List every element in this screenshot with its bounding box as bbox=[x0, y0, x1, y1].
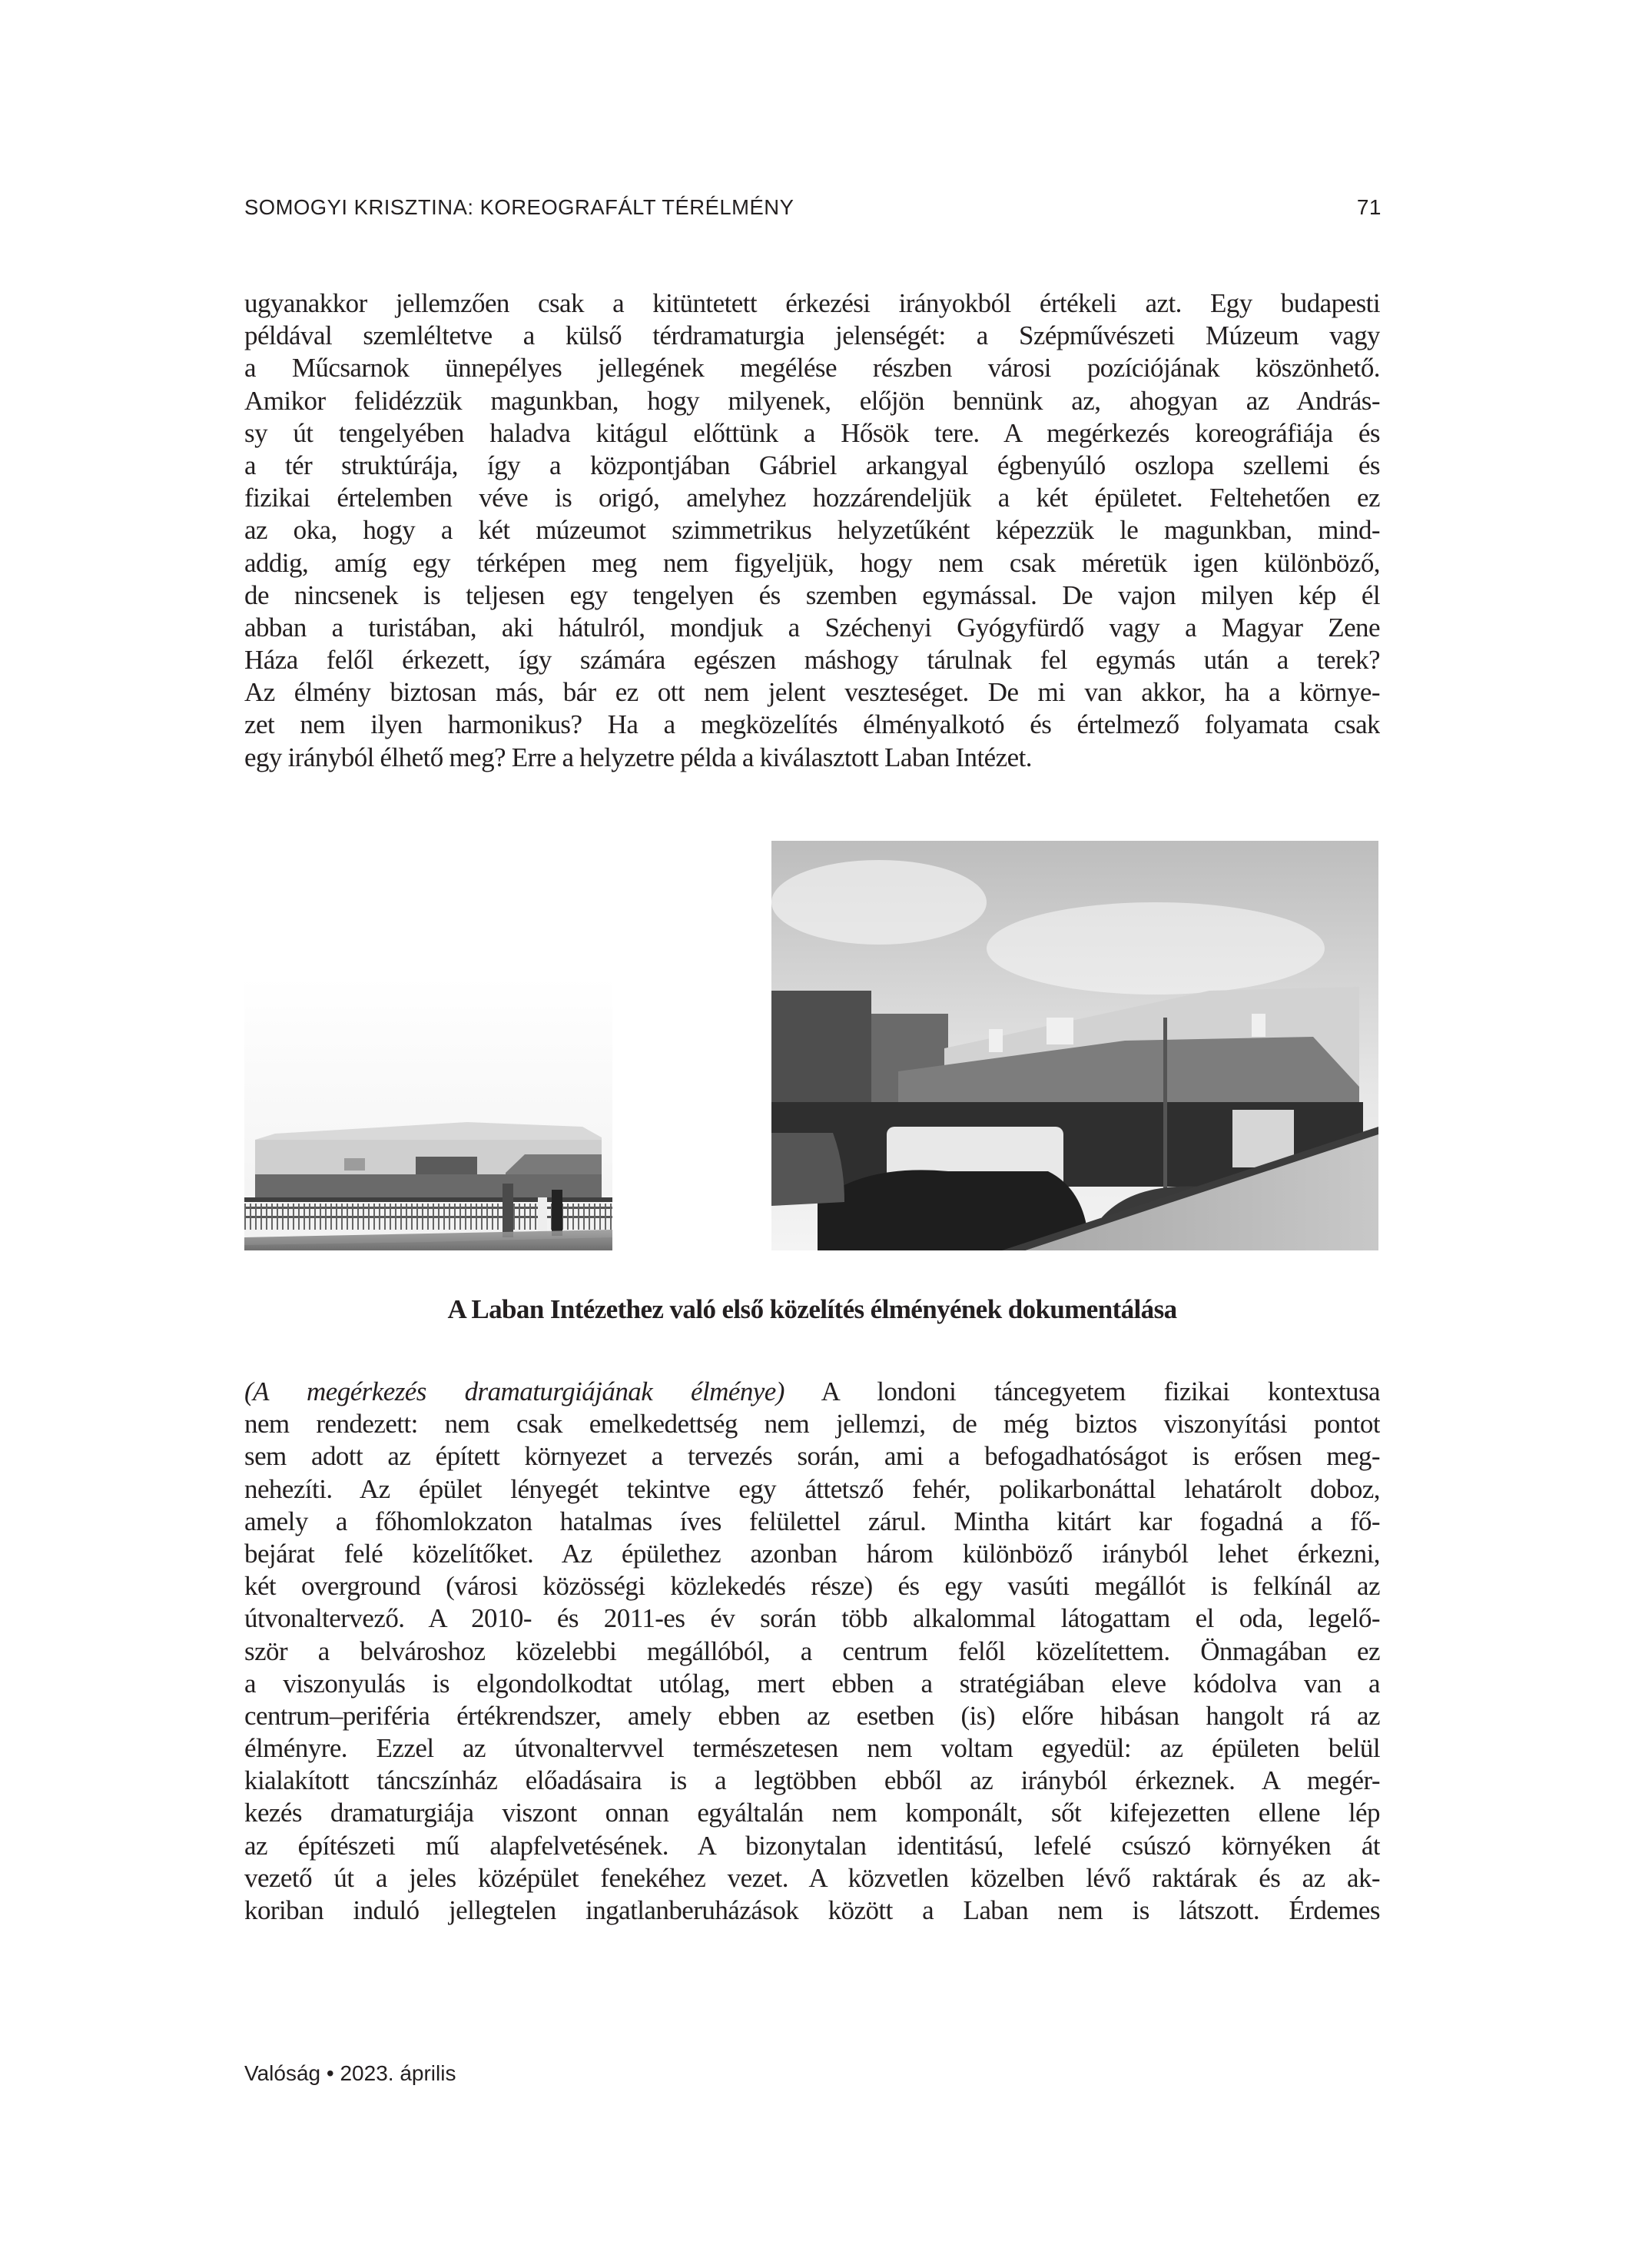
railing-bar bbox=[341, 1204, 343, 1230]
text-line: sy út tengelyében haladva kitágul előttünk a Hősök tere. A megérkezés koreográfiája és bbox=[244, 417, 1380, 448]
text-line: zet nem ilyen harmonikus? Ha a megközelítés élményalkotó és értelmező folyamata csak bbox=[244, 709, 1380, 740]
photo-street-cars bbox=[771, 841, 1378, 1250]
railing-bar bbox=[605, 1204, 606, 1230]
railing-bar bbox=[459, 1204, 461, 1230]
running-head bbox=[244, 195, 1382, 226]
text-line: két overground (városi közösségi közlekedés része) és egy vasúti megállót is felkínál az bbox=[244, 1571, 1380, 1602]
railing-bar bbox=[368, 1204, 370, 1230]
footbridge-photo-image bbox=[244, 976, 612, 1250]
railing-bar bbox=[465, 1204, 466, 1230]
text-line: kezés dramaturgiája viszont onnan egyáltalán nem komponált, sőt kifejezetten ellene lép bbox=[244, 1798, 1380, 1828]
railing-bar bbox=[400, 1204, 402, 1230]
railing-bar bbox=[594, 1204, 595, 1230]
text-line: az oka, hogy a két múzeumot szimmetrikus helyzetűként képezzük le magunkban, mind- bbox=[244, 515, 1380, 546]
railing-bar bbox=[363, 1204, 364, 1230]
railing-bar bbox=[486, 1204, 488, 1230]
photo-footbridge bbox=[244, 976, 612, 1250]
text-line: addig, amíg egy térképen meg nem figyeljük, hogy nem csak méretük igen különböző, bbox=[244, 547, 1380, 578]
railing-bar bbox=[298, 1204, 300, 1230]
railing-bar bbox=[422, 1204, 423, 1230]
railing-bar bbox=[390, 1204, 391, 1230]
text-line: de nincsenek is teljesen egy tengelyen és szemben egymással. De vajon milyen kép él bbox=[244, 579, 1380, 610]
railing-bar bbox=[583, 1204, 585, 1230]
railing-bar bbox=[610, 1204, 612, 1230]
railing-bar bbox=[325, 1204, 327, 1230]
bullet-separator: • bbox=[326, 2061, 334, 2085]
text-line: fizikai értelemben véve is origó, amelyhez hozzárendeljük a két épületet. Feltehetően ez bbox=[244, 483, 1380, 513]
text-line: a tér struktúrája, így a központjában Gábriel arkangyal égbenyúló oszlopa szellemi és bbox=[244, 450, 1380, 480]
railing-bar bbox=[244, 1204, 246, 1230]
railing-bar bbox=[352, 1204, 353, 1230]
railing-bar bbox=[304, 1204, 305, 1230]
railing-bar bbox=[578, 1204, 579, 1230]
railing-bar bbox=[599, 1204, 601, 1230]
text-line: az építészeti mű alapfelvetésének. A bizonytalan identitású, lefelé csúszó környéken át bbox=[244, 1830, 1380, 1861]
text-line: centrum–periféria értékrendszer, amely ebben az esetben (is) előre hibásan hangolt rá az bbox=[244, 1700, 1380, 1731]
text-line: példával szemléltetve a külső térdramaturgia jelenségét: a Szépművészeti Múzeum vagy bbox=[244, 320, 1380, 351]
railing-bar bbox=[293, 1204, 294, 1230]
street-photo-image bbox=[771, 841, 1378, 1250]
text-line: ször a belvároshoz közelebbi megállóból, a centrum felől közelítettem. Önmagában ez bbox=[244, 1635, 1380, 1666]
railing-bar bbox=[320, 1204, 321, 1230]
text-line: a viszonyulás is elgondolkodtat utólag, mert ebben a stratégiában eleve kódolva van a bbox=[244, 1668, 1380, 1699]
first-line-rest: A londoni táncegyetem fizikai kontextusa bbox=[784, 1376, 1380, 1406]
text-line: a Műcsarnok ünnepélyes jellegének megélése részben városi pozíciójának köszönhető. bbox=[244, 353, 1380, 384]
text-line: egy irányból élhető meg? Erre a helyzetre példa a kiválasztott Laban Intézet. bbox=[244, 742, 1032, 772]
text-line: koriban induló jellegtelen ingatlanberuházások között a Laban nem is látszott. Érdemes bbox=[244, 1895, 1380, 1925]
text-line: amely a főhomlokzaton hatalmas íves felülettel zárul. Mintha kitárt kar fogadná a fő- bbox=[244, 1506, 1380, 1536]
railing-bar bbox=[379, 1204, 380, 1230]
railing-bar bbox=[373, 1204, 375, 1230]
railing-bar bbox=[411, 1204, 413, 1230]
railing-bar bbox=[524, 1204, 526, 1230]
section-lead-italic: (A megérkezés dramaturgiájának élménye) bbox=[244, 1376, 784, 1406]
railing-bar bbox=[492, 1204, 493, 1230]
railing-bar bbox=[470, 1204, 472, 1230]
text-line: ugyanakkor jellemzően csak a kitüntetett érkezési irányokból értékeli azt. Egy budapesti bbox=[244, 288, 1380, 318]
railing-bar bbox=[529, 1204, 531, 1230]
railing-bar bbox=[427, 1204, 429, 1230]
railing-bar bbox=[449, 1204, 450, 1230]
text-line bbox=[244, 1376, 1380, 1408]
railing-bar bbox=[271, 1204, 273, 1230]
railing-bar bbox=[395, 1204, 396, 1230]
railing-bar bbox=[443, 1204, 445, 1230]
text-line: Az élmény biztosan más, bár ez ott nem jelent veszteséget. De mi van akkor, ha a környe- bbox=[244, 677, 1380, 708]
railing-bar bbox=[476, 1204, 477, 1230]
railing-bar bbox=[438, 1204, 440, 1230]
railing-bar bbox=[519, 1204, 520, 1230]
railing-bar bbox=[266, 1204, 267, 1230]
railing-bar bbox=[513, 1204, 515, 1230]
railing-bar bbox=[481, 1204, 483, 1230]
railing-bar bbox=[309, 1204, 310, 1230]
railing-bar bbox=[535, 1204, 536, 1230]
figure-caption: A Laban Intézethez való első közelítés élményének dokumentálása bbox=[447, 1294, 1177, 1324]
text-line: nem rendezett: nem csak emelkedettség nem jellemzi, de még biztos viszonyítási pontot bbox=[244, 1409, 1380, 1439]
page-number: 71 bbox=[1356, 195, 1382, 219]
railing-bar bbox=[314, 1204, 316, 1230]
running-head-title: SOMOGYI KRISZTINA: KOREOGRAFÁLT TÉRÉLMÉNY bbox=[244, 195, 794, 219]
text-line: élményre. Ezzel az útvonaltervvel természetesen nem voltam egyedül: az épületen belül bbox=[244, 1733, 1380, 1764]
railing-bar bbox=[433, 1204, 434, 1230]
text-line: útvonaltervező. A 2010- és 2011-es év során több alkalommal látogattam el oda, legelő- bbox=[244, 1603, 1380, 1634]
text-line: bejárat felé közelítőket. Az épülethez azonban három különböző irányból lehet érkezni, bbox=[244, 1538, 1380, 1569]
railing-bar bbox=[277, 1204, 278, 1230]
page-footer bbox=[244, 2061, 456, 2086]
railing-bar bbox=[572, 1204, 574, 1230]
railing-bar bbox=[357, 1204, 359, 1230]
railing-bar bbox=[384, 1204, 386, 1230]
paragraph-2 bbox=[244, 1376, 1380, 1927]
railing-bar bbox=[260, 1204, 262, 1230]
text-line: nehezíti. Az épület lényegét tekintve egy áttetsző fehér, polikarbonáttal lehatárolt doboz, bbox=[244, 1473, 1380, 1504]
railing-bar bbox=[282, 1204, 284, 1230]
railing-bar bbox=[336, 1204, 337, 1230]
issue-date: 2023. április bbox=[340, 2061, 456, 2085]
railing-bar bbox=[250, 1204, 251, 1230]
text-line: vezető út a jeles középület fenekéhez vezet. A közvetlen közelben lévő raktárak és az ak- bbox=[244, 1862, 1380, 1893]
railing-bar bbox=[406, 1204, 407, 1230]
text-line: kialakított táncszínház előadásaira is a legtöbben ebből az irányból érkeznek. A megér- bbox=[244, 1765, 1380, 1796]
text-line: Amikor felidézzük magunkban, hogy milyenek, előjön bennünk az, ahogyan az András- bbox=[244, 385, 1380, 416]
railing-bar bbox=[347, 1204, 348, 1230]
railing-bar bbox=[454, 1204, 456, 1230]
railing-bar bbox=[497, 1204, 499, 1230]
railing-bar bbox=[567, 1204, 569, 1230]
text-line: Háza felől érkezett, így számára egészen máshogy tárulnak fel egymás után a terek? bbox=[244, 645, 1380, 676]
paragraph-1 bbox=[244, 287, 1380, 774]
railing-bar bbox=[255, 1204, 257, 1230]
railing-bar bbox=[287, 1204, 289, 1230]
text-line: sem adott az épített környezet a tervezés során, ami a befogadhatóságot is erősen meg- bbox=[244, 1441, 1380, 1472]
journal-name: Valóság bbox=[244, 2061, 321, 2085]
railing-bar bbox=[416, 1204, 418, 1230]
railing-bar bbox=[589, 1204, 590, 1230]
railing-bar bbox=[330, 1204, 332, 1230]
text-line: abban a turistában, aki hátulról, mondjuk a Széchenyi Gyógyfürdő vagy a Magyar Zene bbox=[244, 612, 1380, 643]
